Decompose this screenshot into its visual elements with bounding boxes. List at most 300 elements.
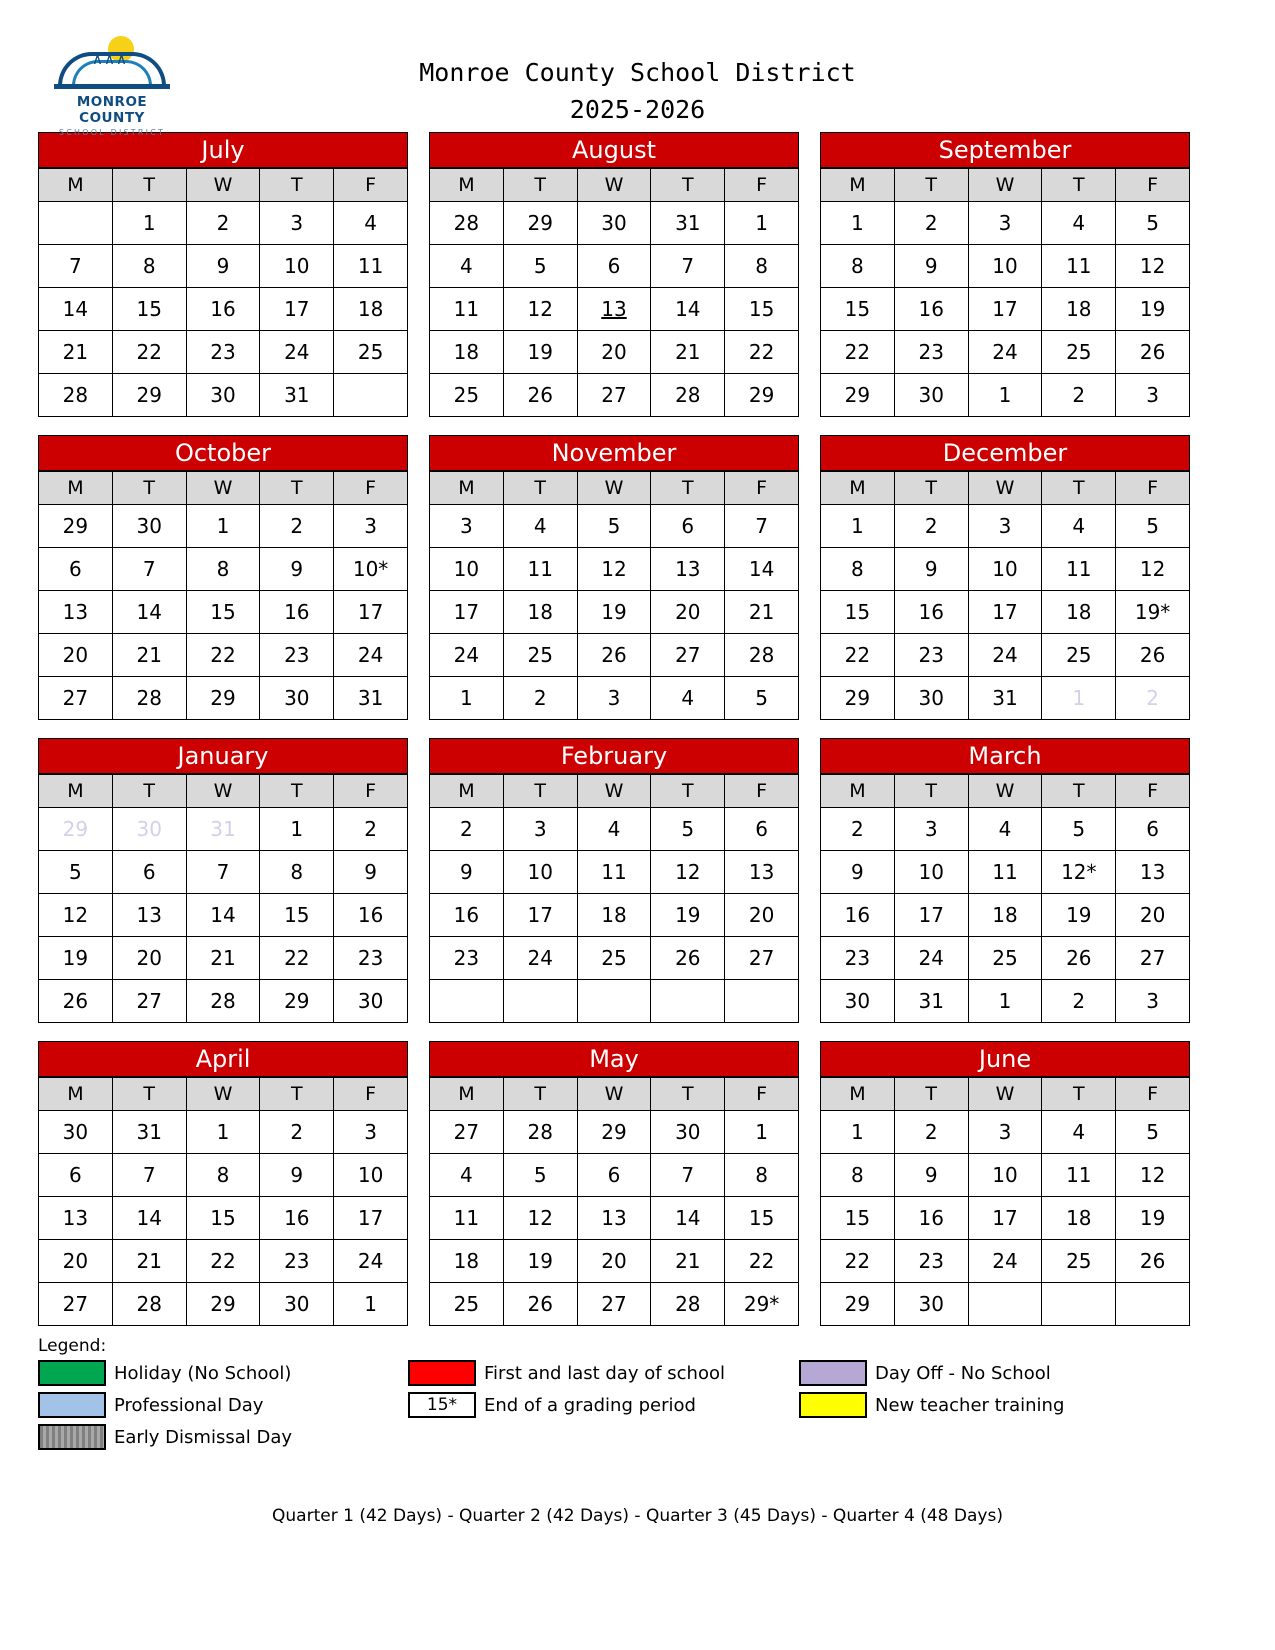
day-number: 24 [992, 340, 1018, 364]
day-cell [821, 808, 895, 851]
day-cell [1116, 937, 1190, 980]
day-cell [577, 591, 651, 634]
day-number: 11 [453, 1206, 480, 1230]
day-number: 29 [601, 1120, 627, 1144]
weekday-header: T [1042, 1078, 1116, 1111]
day-cell [821, 634, 895, 677]
day-cell [39, 245, 113, 288]
day-cell [260, 1197, 334, 1240]
day-cell [112, 202, 186, 245]
week-row [821, 202, 1190, 245]
legend-item [38, 1390, 408, 1420]
week-row [39, 1240, 408, 1283]
month-table [38, 168, 408, 417]
day-number: 4 [1072, 1120, 1086, 1144]
day-cell [894, 1283, 968, 1326]
day-number: 25 [1066, 643, 1092, 667]
day-cell [725, 634, 799, 677]
day-cell [503, 808, 577, 851]
day-cell [968, 591, 1042, 634]
day-number: 21 [136, 1249, 162, 1273]
legend-label: End of a grading period [484, 1394, 696, 1416]
day-cell [894, 1154, 968, 1197]
day-cell [39, 851, 113, 894]
weekday-header: F [725, 775, 799, 808]
day-number: 12 [601, 557, 627, 581]
day-cell [651, 288, 725, 331]
week-row [39, 1154, 408, 1197]
day-cell [503, 548, 577, 591]
day-cell [334, 851, 408, 894]
weekday-header: T [260, 472, 334, 505]
month-august [429, 132, 799, 417]
day-cell [821, 677, 895, 720]
day-cell [577, 634, 651, 677]
legend-label: Early Dismissal Day [114, 1426, 293, 1448]
day-number: 30 [210, 383, 236, 407]
day-number: 1 [755, 1120, 768, 1144]
legend [38, 1336, 1178, 1454]
day-number: 17 [992, 297, 1018, 321]
day-number: 27 [748, 946, 775, 970]
day-cell [577, 677, 651, 720]
day-cell [1042, 1154, 1116, 1197]
day-number: 1 [290, 817, 304, 841]
day-cell [651, 591, 725, 634]
day-number: 8 [142, 254, 156, 278]
day-number: 28 [748, 643, 775, 667]
day-number: 2 [851, 817, 864, 841]
weekday-header: M [39, 472, 113, 505]
weekday-header: F [334, 1078, 408, 1111]
day-number: 30 [284, 686, 310, 710]
day-cell [725, 288, 799, 331]
day-cell [503, 505, 577, 548]
day-number: 16 [284, 1206, 310, 1230]
day-number: 7 [142, 1163, 156, 1187]
day-cell [894, 505, 968, 548]
day-number: 2 [1072, 383, 1086, 407]
day-cell [725, 245, 799, 288]
week-row [821, 808, 1190, 851]
month-table [429, 1077, 799, 1326]
day-cell [725, 1197, 799, 1240]
day-number: 13 [136, 903, 162, 927]
day-cell [1042, 1197, 1116, 1240]
legend-column-2 [408, 1358, 799, 1454]
day-cell [112, 937, 186, 980]
weekday-header: W [968, 472, 1042, 505]
day-number: 15 [136, 297, 162, 321]
day-number: 15 [284, 903, 310, 927]
day-cell [260, 288, 334, 331]
day-cell [821, 331, 895, 374]
day-number: 7 [69, 254, 82, 278]
day-number: 22 [748, 340, 775, 364]
day-number: 24 [992, 643, 1018, 667]
week-row [39, 1197, 408, 1240]
day-number: 6 [142, 860, 156, 884]
day-number: 18 [1066, 297, 1092, 321]
month-table [38, 1077, 408, 1326]
day-number: 5 [607, 514, 621, 538]
day-number: 29 [284, 989, 310, 1013]
day-number: 3 [1146, 989, 1159, 1013]
day-number: 16 [844, 903, 871, 927]
day-cell [186, 245, 260, 288]
legend-item [799, 1390, 1169, 1420]
day-number: 19 [527, 1249, 553, 1273]
day-cell [1116, 202, 1190, 245]
day-number: 13 [601, 297, 627, 321]
weekday-header: T [260, 775, 334, 808]
day-cell [39, 1197, 113, 1240]
weekday-header: M [821, 1078, 895, 1111]
calendar-grid [38, 132, 1241, 1326]
day-cell [39, 634, 113, 677]
day-cell [112, 374, 186, 417]
day-cell [651, 808, 725, 851]
day-number: 28 [62, 383, 89, 407]
quarter-summary: Quarter 1 (42 Days) - Quarter 2 (42 Days) - Quarter 3 (45 Days) - Quarter 4 (48 Days) [272, 1506, 1003, 1526]
day-number: 10 [992, 557, 1018, 581]
day-cell [651, 1154, 725, 1197]
day-number: 10 [992, 1163, 1018, 1187]
week-row [430, 1111, 799, 1154]
month-title: July [38, 132, 408, 168]
day-number: 28 [675, 1292, 701, 1316]
month-september [820, 132, 1190, 417]
weekday-header: T [651, 472, 725, 505]
day-number: 17 [357, 600, 384, 624]
day-number: 30 [601, 211, 627, 235]
empty-cell [430, 980, 504, 1023]
day-cell [186, 591, 260, 634]
day-number: 3 [364, 1120, 377, 1144]
day-number: 3 [290, 211, 304, 235]
week-row [821, 1283, 1190, 1326]
day-cell [1116, 288, 1190, 331]
day-cell [821, 245, 895, 288]
legend-swatch-gray [38, 1424, 106, 1450]
day-cell [725, 808, 799, 851]
day-cell [112, 677, 186, 720]
day-cell [968, 374, 1042, 417]
day-number: 1 [216, 1120, 230, 1144]
day-cell [725, 1283, 799, 1326]
day-cell [821, 937, 895, 980]
weekday-header: T [112, 1078, 186, 1111]
day-cell [577, 288, 651, 331]
weekday-header: T [651, 169, 725, 202]
day-number: 12 [1139, 557, 1166, 581]
week-row [39, 374, 408, 417]
day-number: 1 [755, 211, 768, 235]
day-number: 26 [527, 383, 553, 407]
weekday-header: T [503, 472, 577, 505]
day-cell [894, 288, 968, 331]
day-number: 19 [62, 946, 89, 970]
day-cell [186, 937, 260, 980]
day-number: 17 [992, 600, 1018, 624]
day-number: 18 [601, 903, 627, 927]
day-cell [725, 937, 799, 980]
day-number: 14 [210, 903, 236, 927]
day-cell [894, 202, 968, 245]
day-number: 14 [748, 557, 775, 581]
day-number: 18 [992, 903, 1018, 927]
month-january [38, 738, 408, 1023]
day-cell [260, 1240, 334, 1283]
day-number: 18 [453, 1249, 480, 1273]
day-cell [894, 851, 968, 894]
week-row [821, 851, 1190, 894]
month-title: January [38, 738, 408, 774]
weekday-header: W [186, 775, 260, 808]
day-number: 10 [357, 1163, 384, 1187]
day-number: 16 [918, 1206, 944, 1230]
day-cell [186, 894, 260, 937]
day-number: 15 [844, 600, 871, 624]
day-cell [1116, 505, 1190, 548]
day-cell [577, 851, 651, 894]
day-number: 18 [527, 600, 553, 624]
day-cell [1116, 851, 1190, 894]
day-number: 1 [998, 989, 1012, 1013]
day-cell [651, 677, 725, 720]
day-number: 2 [216, 211, 230, 235]
day-number: 22 [136, 340, 162, 364]
day-cell [1116, 374, 1190, 417]
day-number: 27 [1139, 946, 1166, 970]
day-cell [112, 1111, 186, 1154]
week-row [430, 245, 799, 288]
weekday-header: M [821, 775, 895, 808]
day-number: 4 [460, 254, 473, 278]
day-cell [503, 937, 577, 980]
weekday-header: F [725, 169, 799, 202]
day-cell [1042, 505, 1116, 548]
month-april [38, 1041, 408, 1326]
day-cell [260, 505, 334, 548]
day-cell [39, 288, 113, 331]
legend-swatch-red [408, 1360, 476, 1386]
day-cell [186, 548, 260, 591]
day-number: 17 [453, 600, 480, 624]
day-number: 20 [601, 340, 627, 364]
day-cell [334, 634, 408, 677]
day-cell [1042, 202, 1116, 245]
day-number: 17 [992, 1206, 1018, 1230]
day-number: 19 [601, 600, 627, 624]
day-cell [894, 937, 968, 980]
day-number: 20 [1139, 903, 1166, 927]
day-number: 21 [675, 340, 701, 364]
day-number: 16 [284, 600, 310, 624]
day-cell [725, 374, 799, 417]
weekday-header: W [968, 1078, 1042, 1111]
day-cell [651, 851, 725, 894]
weekday-header: F [1116, 472, 1190, 505]
day-cell [725, 677, 799, 720]
day-number: 30 [918, 1292, 944, 1316]
day-number: 21 [136, 643, 162, 667]
day-cell [1116, 1111, 1190, 1154]
day-number: 26 [62, 989, 89, 1013]
logo-subtitle: SCHOOL DISTRICT [58, 128, 166, 137]
day-number: 15 [844, 1206, 871, 1230]
day-number: 19 [675, 903, 701, 927]
day-cell [821, 505, 895, 548]
day-number: 21 [748, 600, 775, 624]
day-number: 9 [216, 254, 230, 278]
day-number: 27 [675, 643, 701, 667]
weekday-header: T [651, 775, 725, 808]
day-number: 14 [136, 1206, 162, 1230]
day-cell [894, 331, 968, 374]
day-number: 29 [62, 817, 89, 841]
day-cell [503, 245, 577, 288]
weekday-header: M [430, 169, 504, 202]
day-cell [39, 548, 113, 591]
day-cell [186, 505, 260, 548]
day-cell [39, 808, 113, 851]
day-cell [112, 1283, 186, 1326]
week-row [430, 1197, 799, 1240]
day-number: 20 [601, 1249, 627, 1273]
day-cell [430, 937, 504, 980]
day-cell [334, 591, 408, 634]
week-row [430, 288, 799, 331]
day-number: 1 [142, 211, 156, 235]
day-cell [1042, 937, 1116, 980]
legend-item [408, 1390, 799, 1420]
day-number: 9 [851, 860, 864, 884]
day-number: 12* [1061, 860, 1097, 884]
day-number: 28 [210, 989, 236, 1013]
day-number: 28 [675, 383, 701, 407]
day-number: 20 [136, 946, 162, 970]
day-cell [577, 937, 651, 980]
week-row [430, 331, 799, 374]
week-row [430, 894, 799, 937]
day-number: 23 [453, 946, 480, 970]
day-number: 26 [527, 1292, 553, 1316]
day-number: 28 [453, 211, 480, 235]
weekday-header: M [39, 169, 113, 202]
day-number: 25 [1066, 340, 1092, 364]
day-number: 9 [364, 860, 377, 884]
day-cell [260, 1154, 334, 1197]
day-cell [39, 894, 113, 937]
day-cell [334, 331, 408, 374]
day-number: 1 [851, 1120, 864, 1144]
title-block [34, 30, 1241, 124]
district-logo [48, 34, 188, 137]
day-cell [1042, 1240, 1116, 1283]
day-number: 5 [1146, 1120, 1159, 1144]
day-number: 22 [844, 1249, 871, 1273]
day-cell [968, 1197, 1042, 1240]
week-row [821, 505, 1190, 548]
day-number: 9 [924, 557, 938, 581]
day-cell [577, 202, 651, 245]
day-cell [1116, 980, 1190, 1023]
day-cell [334, 1111, 408, 1154]
month-title: October [38, 435, 408, 471]
day-number: 3 [607, 686, 621, 710]
day-number: 29 [748, 383, 775, 407]
day-cell [503, 288, 577, 331]
day-cell [1042, 245, 1116, 288]
day-cell [503, 202, 577, 245]
day-cell [968, 851, 1042, 894]
day-cell [894, 894, 968, 937]
day-cell [112, 634, 186, 677]
day-number: 18 [1066, 600, 1092, 624]
day-number: 6 [1146, 817, 1159, 841]
weekday-header: W [186, 1078, 260, 1111]
day-cell [651, 331, 725, 374]
week-row [39, 851, 408, 894]
day-number: 10 [918, 860, 944, 884]
day-number: 13 [62, 600, 89, 624]
day-cell [186, 288, 260, 331]
day-cell [725, 548, 799, 591]
day-number: 27 [62, 1292, 89, 1316]
day-cell [430, 634, 504, 677]
day-number: 6 [681, 514, 695, 538]
day-number: 30 [357, 989, 384, 1013]
day-number: 12 [1139, 1163, 1166, 1187]
month-title: February [429, 738, 799, 774]
legend-item [38, 1358, 408, 1388]
day-cell [334, 505, 408, 548]
day-number: 4 [460, 1163, 473, 1187]
month-december [820, 435, 1190, 720]
day-number: 29 [62, 514, 89, 538]
day-cell [39, 937, 113, 980]
week-row [430, 1283, 799, 1326]
day-cell [968, 980, 1042, 1023]
month-november [429, 435, 799, 720]
week-row [430, 980, 799, 1023]
birds-icon: ∧∧∧ [92, 50, 128, 68]
day-cell [821, 548, 895, 591]
weekday-header: W [577, 775, 651, 808]
day-cell [1116, 1197, 1190, 1240]
day-cell [39, 980, 113, 1023]
day-number: 26 [675, 946, 701, 970]
day-cell [430, 851, 504, 894]
week-row [821, 245, 1190, 288]
day-number: 21 [62, 340, 89, 364]
week-row [39, 245, 408, 288]
day-number: 15 [748, 297, 775, 321]
day-number: 20 [675, 600, 701, 624]
day-number: 20 [62, 1249, 89, 1273]
day-cell [577, 245, 651, 288]
day-cell [725, 1240, 799, 1283]
day-cell [725, 505, 799, 548]
day-cell [894, 591, 968, 634]
day-cell [186, 851, 260, 894]
day-number: 17 [357, 1206, 384, 1230]
week-row [39, 937, 408, 980]
day-cell [430, 374, 504, 417]
day-cell [968, 288, 1042, 331]
day-number: 11 [992, 860, 1018, 884]
